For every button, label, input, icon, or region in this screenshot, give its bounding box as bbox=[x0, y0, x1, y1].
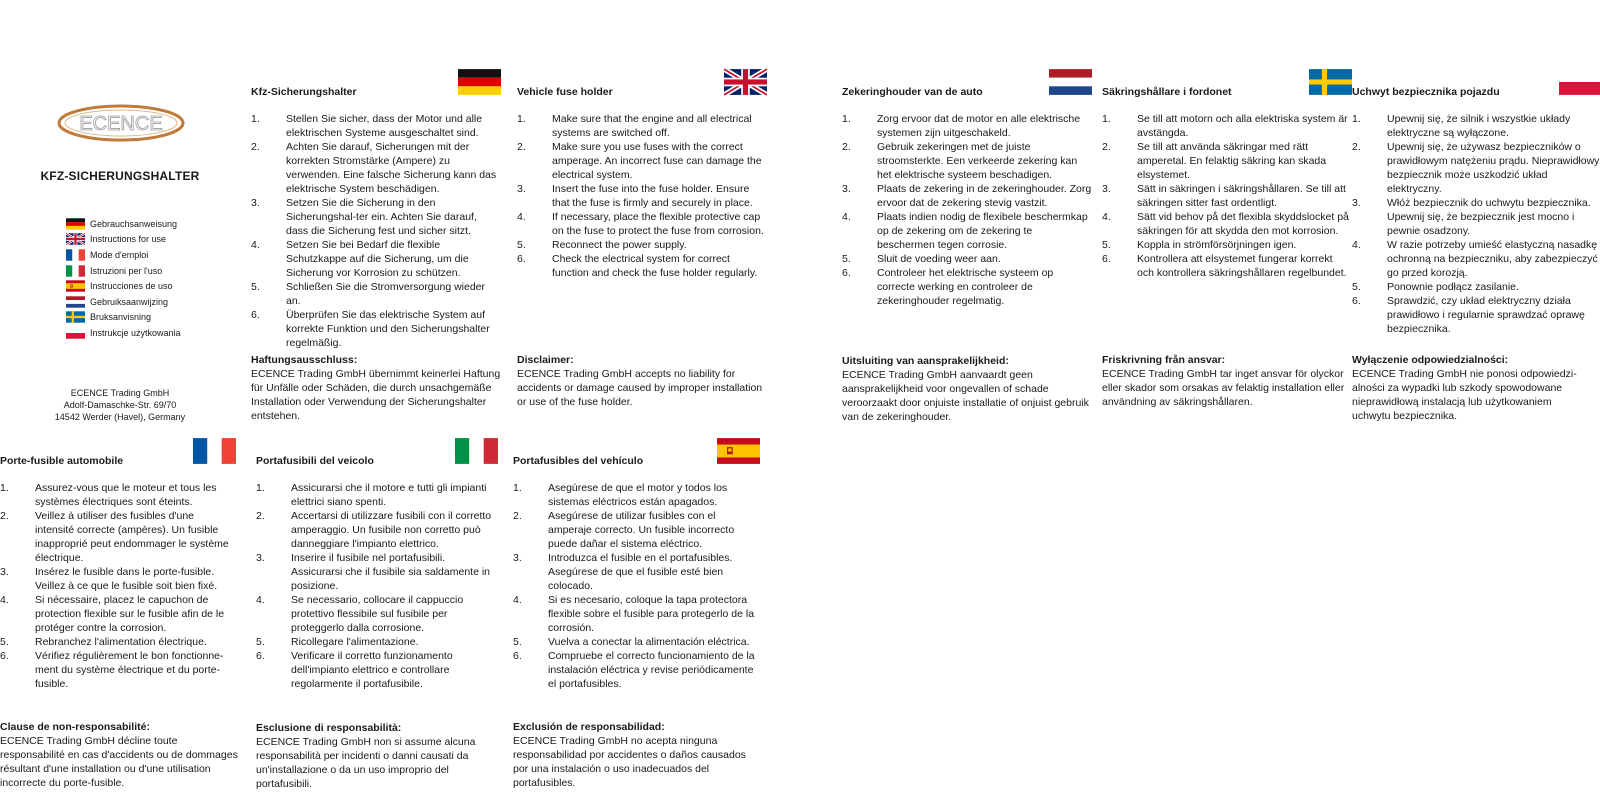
step-number: 3. bbox=[842, 183, 851, 195]
instruction-steps bbox=[1352, 112, 1600, 336]
instruction-step bbox=[1352, 280, 1600, 294]
fr-flag-icon bbox=[193, 437, 236, 465]
se-flag-icon bbox=[1309, 68, 1352, 96]
step-number: 2. bbox=[0, 510, 9, 522]
section-title: Uchwyt bezpiecznika pojazdu bbox=[1352, 86, 1500, 98]
step-number: 2. bbox=[1102, 141, 1111, 153]
instruction-step bbox=[251, 196, 501, 238]
step-number: 5. bbox=[0, 636, 9, 648]
step-text: Włóż bezpiecznik do uchwytu bezpiecznika. Upewnij się, że bezpiecznik jest mocno i pewnie osadzony. bbox=[1387, 197, 1591, 237]
step-text: Si es necesario, coloque la tapa protectora flexible sobre el fusible para protegerlo de la corrosión. bbox=[548, 594, 755, 634]
section-title: Vehicle fuse holder bbox=[517, 86, 613, 98]
step-number: 4. bbox=[1102, 211, 1111, 223]
step-text: Se till att använda säkringar med rätt amperetal. En felaktig säkring kan skada elsystemet. bbox=[1137, 141, 1327, 181]
step-number: 6. bbox=[256, 650, 265, 662]
step-number: 1. bbox=[1352, 113, 1361, 125]
step-number: 5. bbox=[513, 636, 522, 648]
instruction-step bbox=[1352, 112, 1600, 140]
step-number: 1. bbox=[1102, 113, 1111, 125]
step-text: Insérez le fusible dans le porte-fusible. Veillez à ce que le fusible soit bien fixé. bbox=[35, 566, 218, 592]
language-item-sv bbox=[66, 310, 181, 326]
step-text: Zorg ervoor dat de motor en alle elektrische systemen zijn uitgeschakeld. bbox=[877, 113, 1081, 139]
step-text: Verificare il corretto funzionamento dell'impianto elettrico e controllare regolarmente il portafusibile. bbox=[291, 650, 453, 690]
disclaimer-text: ECENCE Trading GmbH décline toute responsabilité en cas d'accidents ou de dommages résultant d'une installation ou d'une utilisation incorrecte du porte-fusible. bbox=[0, 735, 238, 789]
step-number: 1. bbox=[0, 482, 9, 494]
nl-flag-icon bbox=[1049, 68, 1092, 96]
company-name: ECENCE Trading GmbH bbox=[70, 388, 170, 398]
step-number: 3. bbox=[517, 183, 526, 195]
instruction-step bbox=[251, 280, 501, 308]
instruction-step bbox=[842, 266, 1092, 308]
instruction-step bbox=[513, 481, 760, 509]
step-number: 3. bbox=[1352, 197, 1361, 209]
pl-flag-icon bbox=[66, 327, 85, 339]
instruction-step bbox=[1352, 196, 1600, 238]
step-number: 2. bbox=[256, 510, 265, 522]
step-number: 5. bbox=[1102, 239, 1111, 251]
instruction-step bbox=[1102, 140, 1352, 182]
step-text: Ponownie podłącz zasilanie. bbox=[1387, 281, 1519, 293]
disclaimer-nl bbox=[842, 354, 1092, 424]
step-text: Kontrollera att elsystemet fungerar korrekt och kontrollera säkringshållaren regelbundet. bbox=[1137, 253, 1347, 279]
step-number: 4. bbox=[842, 211, 851, 223]
language-label: Instrukcje użytkowania bbox=[90, 327, 181, 338]
step-number: 4. bbox=[1352, 239, 1361, 251]
uk-flag-icon bbox=[66, 233, 85, 245]
instruction-step bbox=[842, 210, 1092, 252]
step-text: Upewnij się, że używasz bezpieczników o prawidłowym natężeniu prądu. Nieprawidłowy bezpiecznik może uszkodzić układ elektryczny. bbox=[1387, 141, 1600, 195]
disclaimer-title: Friskrivning från ansvar: bbox=[1102, 354, 1226, 366]
instruction-step bbox=[1352, 140, 1600, 196]
company-street: Adolf-Damaschke-Str. 69/70 bbox=[63, 400, 177, 410]
language-label: Instructions for use bbox=[90, 234, 167, 245]
step-number: 5. bbox=[256, 636, 265, 648]
step-number: 4. bbox=[0, 594, 9, 606]
disclaimer-text: ECENCE Trading GmbH nie ponosi odpowiedzi-alności za wypadki lub szkody spowodowane nieprawidłową instalacją lub użytkowaniem uchwytu bezpiecznika. bbox=[1352, 368, 1577, 422]
disclaimer-text: ECENCE Trading GmbH übernimmt keinerlei Haftung für Unfälle oder Schäden, die durch unsachgemäße Installation oder Verwendung der Sicherungshalter entstehen. bbox=[251, 368, 501, 422]
instruction-step bbox=[1102, 182, 1352, 210]
disclaimer-text: ECENCE Trading GmbH accepts no liability for accidents or damage caused by improper installation or use of the fuse holder. bbox=[517, 368, 763, 408]
step-text: Insert the fuse into the fuse holder. Ensure that the fuse is firmly and securely in place. bbox=[552, 183, 753, 209]
step-text: Überprüfen Sie das elektrische System auf korrekte Funktion und den Sicherungshalter regelmäßig. bbox=[286, 309, 490, 349]
instruction-step bbox=[0, 481, 236, 509]
disclaimer-de bbox=[251, 353, 501, 423]
es-flag-icon bbox=[717, 437, 760, 465]
step-text: Accertarsi di utilizzare fusibili con il corretto amperaggio. Un fusibile non corretto può danneggiare l'impianto elettrico. bbox=[291, 510, 492, 550]
section-title: Zekeringhouder van de auto bbox=[842, 86, 983, 98]
language-item-de bbox=[66, 216, 181, 232]
section-title: Portafusibili del veicolo bbox=[256, 455, 374, 467]
step-text: Plaats de zekering in de zekeringhouder. Zorg ervoor dat de zekering stevig vastzit. bbox=[877, 183, 1092, 209]
step-text: Check the electrical system for correct function and check the fuse holder regularly. bbox=[552, 253, 758, 279]
it-flag-icon bbox=[66, 265, 85, 277]
language-item-fr bbox=[66, 247, 181, 263]
step-number: 1. bbox=[251, 113, 260, 125]
language-label: Mode d'emploi bbox=[90, 249, 149, 260]
section-pl bbox=[1352, 68, 1600, 336]
se-flag-icon bbox=[66, 311, 85, 323]
instruction-step bbox=[256, 635, 498, 649]
step-number: 2. bbox=[513, 510, 522, 522]
step-text: If necessary, place the flexible protective cap on the fuse to protect the fuse from corrosion. bbox=[552, 211, 764, 237]
instruction-step bbox=[251, 112, 501, 140]
instruction-step bbox=[513, 649, 760, 691]
step-number: 6. bbox=[0, 650, 9, 662]
step-number: 1. bbox=[517, 113, 526, 125]
instruction-step bbox=[256, 481, 498, 509]
de-flag-icon bbox=[458, 68, 501, 96]
step-number: 6. bbox=[1102, 253, 1111, 265]
instruction-steps bbox=[0, 481, 236, 691]
step-number: 6. bbox=[513, 650, 522, 662]
instruction-steps bbox=[251, 112, 501, 350]
step-number: 1. bbox=[842, 113, 851, 125]
instruction-step bbox=[1352, 238, 1600, 280]
step-number: 6. bbox=[251, 309, 260, 321]
instruction-step bbox=[1102, 210, 1352, 238]
instruction-step bbox=[256, 509, 498, 551]
instruction-step bbox=[1102, 112, 1352, 140]
instruction-step bbox=[256, 593, 498, 635]
disclaimer-it bbox=[256, 721, 496, 791]
step-text: Achten Sie darauf, Sicherungen mit der korrekten Stromstärke (Ampere) zu verwenden. Eine falsche Sicherung kann das elektrische System beschädigen. bbox=[286, 141, 497, 195]
instruction-step bbox=[842, 112, 1092, 140]
step-text: Compruebe el correcto funcionamiento de la instalación eléctrica y revise periódicamente el portafusibles. bbox=[548, 650, 755, 690]
language-item-pl bbox=[66, 325, 181, 341]
step-text: Schließen Sie die Stromversorgung wieder an. bbox=[286, 281, 486, 307]
step-text: Inserire il fusibile nel portafusibili. Assicurarsi che il fusibile sia saldamente in posizione. bbox=[291, 552, 491, 592]
language-label: Gebrauchsanweisung bbox=[90, 218, 178, 229]
step-number: 2. bbox=[251, 141, 260, 153]
disclaimer-es bbox=[513, 720, 760, 790]
step-number: 3. bbox=[513, 552, 522, 564]
step-text: Veillez à utiliser des fusibles d'une intensité correcte (ampères). Un fusible inapproprié peut endommager le système électrique. bbox=[35, 510, 229, 564]
section-de bbox=[251, 68, 501, 350]
disclaimer-text: ECENCE Trading GmbH non si assume alcuna responsabilità per incidenti o danni causati da un'installazione o da un uso improprio del portafusibili. bbox=[256, 736, 476, 790]
step-text: Ricollegare l'alimentazione. bbox=[291, 636, 419, 648]
step-text: Sätt vid behov på det flexibla skyddslocket på säkringen för att skydda den mot korrosion. bbox=[1137, 211, 1349, 237]
instruction-steps bbox=[1102, 112, 1352, 280]
disclaimer-title: Wyłączenie odpowiedzialności: bbox=[1352, 354, 1509, 366]
step-number: 6. bbox=[842, 267, 851, 279]
instruction-step bbox=[0, 649, 236, 691]
instruction-step bbox=[1102, 252, 1352, 280]
section-title: Säkringshållare i fordonet bbox=[1102, 86, 1232, 98]
step-text: Setzen Sie bei Bedarf die flexible Schutzkappe auf die Sicherung, um die Sicherung vor Korrosion zu schützen. bbox=[286, 239, 469, 279]
disclaimer-text: ECENCE Trading GmbH tar inget ansvar för olyckor eller skador som orsakas av felaktig installation eller användning av säkringshållaren. bbox=[1102, 368, 1345, 408]
section-it bbox=[256, 437, 498, 691]
disclaimer-title: Haftungsausschluss: bbox=[251, 354, 358, 366]
instruction-step bbox=[256, 649, 498, 691]
step-text: Plaats indien nodig de flexibele beschermkap op de zekering om de zekering te beschermen tegen corrosie. bbox=[877, 211, 1088, 251]
step-number: 2. bbox=[1352, 141, 1361, 153]
step-text: Reconnect the power supply. bbox=[552, 239, 687, 251]
instruction-steps bbox=[842, 112, 1092, 308]
step-text: Rebranchez l'alimentation électrique. bbox=[35, 636, 207, 648]
instruction-step bbox=[513, 593, 760, 635]
section-title: Porte-fusible automobile bbox=[0, 455, 124, 467]
step-number: 1. bbox=[513, 482, 522, 494]
ecence-logo bbox=[56, 103, 186, 143]
step-number: 5. bbox=[251, 281, 260, 293]
instruction-step bbox=[517, 112, 767, 140]
nl-flag-icon bbox=[66, 296, 85, 308]
instruction-step bbox=[0, 635, 236, 649]
step-text: Assurez-vous que le moteur et tous les systèmes électriques sont éteints. bbox=[35, 482, 217, 508]
step-text: Stellen Sie sicher, dass der Motor und alle elektrischen Systeme ausgeschaltet sind. bbox=[286, 113, 483, 139]
step-number: 4. bbox=[517, 211, 526, 223]
step-text: Se necessario, collocare il cappuccio protettivo flessibile sul fusibile per proteggerlo dalla corrosione. bbox=[291, 594, 464, 634]
section-nl bbox=[842, 68, 1092, 308]
language-label: Gebruiksaanwijzing bbox=[90, 296, 169, 307]
language-item-en bbox=[66, 232, 181, 248]
step-text: Asegúrese de que el motor y todos los sistemas eléctricos están apagados. bbox=[548, 482, 728, 508]
disclaimer-title: Exclusión de responsabilidad: bbox=[513, 721, 665, 733]
section-es bbox=[513, 437, 760, 691]
company-address bbox=[40, 387, 200, 423]
step-text: Se till att motorn och alla elektriska system är avstängda. bbox=[1137, 113, 1348, 139]
step-number: 3. bbox=[251, 197, 260, 209]
step-text: Upewnij się, że silnik i wszystkie układy elektryczne są wyłączone. bbox=[1387, 113, 1571, 139]
company-city: 14542 Werder (Havel), Germany bbox=[54, 412, 186, 422]
step-number: 5. bbox=[1352, 281, 1361, 293]
instruction-step bbox=[842, 252, 1092, 266]
step-number: 4. bbox=[251, 239, 260, 251]
disclaimer-text: ECENCE Trading GmbH aanvaardt geen aansprakelijkheid voor ongevallen of schade veroorzaakt door onjuiste installatie of onjuist gebruik van de zekeringhouder. bbox=[842, 369, 1089, 423]
instruction-step bbox=[1102, 238, 1352, 252]
step-number: 2. bbox=[842, 141, 851, 153]
language-item-es bbox=[66, 278, 181, 294]
pl-flag-icon bbox=[1559, 68, 1600, 96]
instruction-step bbox=[1352, 294, 1600, 336]
logo-text: ECENCE bbox=[79, 113, 163, 135]
step-text: Sprawdzić, czy układ elektryczny działa prawidłowo i regularnie sprawdzać oprawę bezpiecznika. bbox=[1387, 295, 1585, 335]
disclaimer-title: Disclaimer: bbox=[517, 354, 574, 366]
instruction-step bbox=[517, 252, 767, 280]
uk-flag-icon bbox=[724, 68, 767, 96]
disclaimer-pl bbox=[1352, 353, 1592, 423]
instruction-step bbox=[0, 509, 236, 565]
step-number: 4. bbox=[513, 594, 522, 606]
section-title: Kfz-Sicherungshalter bbox=[251, 86, 357, 98]
step-number: 5. bbox=[842, 253, 851, 265]
instruction-step bbox=[0, 565, 236, 593]
step-text: W razie potrzeby umieść elastyczną nasadkę ochronną na bezpieczniku, aby zabezpieczyć go przed korozją. bbox=[1387, 239, 1598, 279]
step-number: 6. bbox=[517, 253, 526, 265]
step-text: Sätt in säkringen i säkringshållaren. Se till att säkringen sitter fast ordentligt. bbox=[1137, 183, 1346, 209]
document-title: KFZ-SICHERUNGSHALTER bbox=[40, 169, 200, 183]
instruction-step bbox=[517, 238, 767, 252]
disclaimer-sv bbox=[1102, 353, 1352, 409]
step-number: 5. bbox=[517, 239, 526, 251]
step-text: Controleer het elektrische systeem op correcte werking en controleer de zekeringhouder regelmatig. bbox=[877, 267, 1054, 307]
instruction-step bbox=[513, 509, 760, 551]
step-text: Si nécessaire, placez le capuchon de protection flexible sur le fusible afin de le protéger contre la corrosion. bbox=[35, 594, 225, 634]
disclaimer-title: Clause de non-responsabilité: bbox=[0, 721, 150, 733]
disclaimer-fr bbox=[0, 720, 244, 790]
instruction-step bbox=[251, 308, 501, 350]
language-label: Bruksanvisning bbox=[90, 312, 152, 323]
language-label: Istruzioni per l'uso bbox=[90, 265, 163, 276]
section-sv bbox=[1102, 68, 1352, 280]
instruction-step bbox=[517, 210, 767, 238]
language-label: Instrucciones de uso bbox=[90, 281, 173, 292]
instruction-step bbox=[0, 593, 236, 635]
step-number: 4. bbox=[256, 594, 265, 606]
step-text: Assicurarsi che il motore e tutti gli impianti elettrici siano spenti. bbox=[291, 482, 487, 508]
disclaimer-title: Esclusione di responsabilità: bbox=[256, 722, 402, 734]
disclaimer-text: ECENCE Trading GmbH no acepta ninguna responsabilidad por accidentes o daños causados por una instalación o uso inadecuados del portafusibles. bbox=[513, 735, 746, 789]
section-title: Portafusibles del vehículo bbox=[513, 455, 644, 467]
language-list bbox=[66, 216, 181, 341]
language-item-it bbox=[66, 263, 181, 279]
language-item-nl bbox=[66, 294, 181, 310]
step-text: Vuelva a conectar la alimentación eléctrica. bbox=[548, 636, 750, 648]
fr-flag-icon bbox=[66, 249, 85, 261]
section-fr bbox=[0, 437, 236, 691]
step-text: Make sure that the engine and all electrical systems are switched off. bbox=[552, 113, 752, 139]
instruction-step bbox=[513, 551, 760, 593]
section-en bbox=[517, 68, 767, 280]
step-text: Koppla in strömförsörjningen igen. bbox=[1137, 239, 1297, 251]
step-number: 6. bbox=[1352, 295, 1361, 307]
disclaimer-en bbox=[517, 353, 767, 409]
step-text: Make sure you use fuses with the correct amperage. An incorrect fuse can damage the electrical system. bbox=[552, 141, 762, 181]
step-number: 1. bbox=[256, 482, 265, 494]
disclaimer-title: Uitsluiting van aansprakelijkheid: bbox=[842, 355, 1009, 367]
step-number: 3. bbox=[1102, 183, 1111, 195]
instruction-steps bbox=[256, 481, 498, 691]
it-flag-icon bbox=[455, 437, 498, 465]
instruction-steps bbox=[517, 112, 767, 280]
instruction-step bbox=[513, 635, 760, 649]
instruction-step bbox=[251, 238, 501, 280]
instruction-step bbox=[842, 140, 1092, 182]
instruction-step bbox=[842, 182, 1092, 210]
step-text: Gebruik zekeringen met de juiste stroomsterkte. Een verkeerde zekering kan het elektrische systeem beschadigen. bbox=[877, 141, 1078, 181]
de-flag-icon bbox=[66, 218, 85, 230]
step-text: Introduzca el fusible en el portafusibles. Asegúrese de que el fusible esté bien colocado. bbox=[548, 552, 733, 592]
instruction-step bbox=[517, 140, 767, 182]
step-text: Setzen Sie die Sicherung in den Sicherungshal-ter ein. Achten Sie darauf, dass die Sicherung fest und sicher sitzt. bbox=[286, 197, 477, 237]
step-text: Sluit de voeding weer aan. bbox=[877, 253, 1001, 265]
es-flag-icon bbox=[66, 280, 85, 292]
step-text: Vérifiez régulièrement le bon fonctionne-ment du système électrique et du porte-fusible. bbox=[35, 650, 224, 690]
instruction-steps bbox=[513, 481, 760, 691]
step-number: 2. bbox=[517, 141, 526, 153]
instruction-step bbox=[517, 182, 767, 210]
step-number: 3. bbox=[0, 566, 9, 578]
step-number: 3. bbox=[256, 552, 265, 564]
step-text: Asegúrese de utilizar fusibles con el amperaje correcto. Un fusible incorrecto puede dañar el sistema eléctrico. bbox=[548, 510, 735, 550]
instruction-step bbox=[251, 140, 501, 196]
instruction-step bbox=[256, 551, 498, 593]
